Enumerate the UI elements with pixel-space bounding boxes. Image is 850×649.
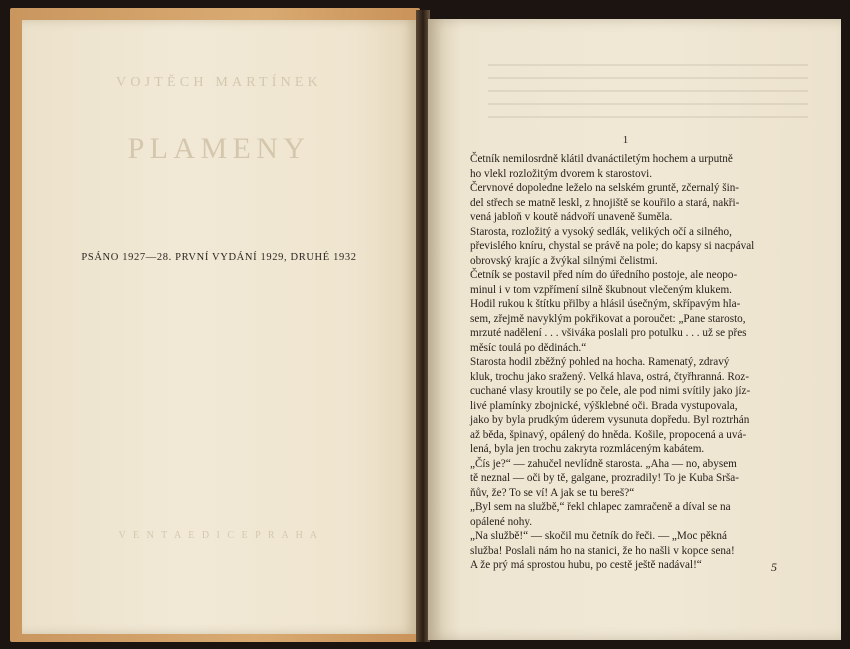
text-line: služba! Poslali nám ho na stanici, že ho našli v kopce sena! [470,544,735,557]
show-through-publisher: V E N T A E D I C E P R A H A [118,530,320,541]
left-page [22,20,416,634]
text-line: opálené nohy. [470,515,533,528]
text-line: vená jabloň v koutě nádvoří unaveně šuměla. [470,211,673,223]
text-line: cuchané vlasy kroutily se po čele, ale pod nimi svítily jako jíz- [470,385,751,397]
show-through-title: PLAMENY [127,132,311,165]
text-line: sem, zřejmě navyklým pokřikovat a poroučet: „Pane starosto, [470,312,746,325]
text-line: „Byl sem na službě,“ řekl chlapec zamračeně a díval se na [470,501,731,513]
text-line: kluk, trochu jako sražený. Velká hlava, ostrá, čtyřhranná. Roz- [470,370,750,383]
text-line: livé plamínky zbojnické, výšklebné oči. Brada vystupovala, [470,399,738,412]
chapter-body [470,152,815,573]
text-line: mrzuté nadělení . . . všiváka poslali pro potulku . . . už se přes [470,327,747,339]
text-line: „Na službě!“ — skočil mu četník do řeči. — „Moc pěkná [470,530,727,542]
text-line: Starosta hodil zběžný pohled na hocha. Ramenatý, zdravý [470,356,730,368]
show-through-author: VOJTĚCH MARTÍNEK [116,75,322,90]
text-line: ho vlekl rozložitým dvorem k starostovi. [470,167,653,180]
text-line: měsíc toulá po dědinách.“ [470,341,587,354]
text-line: „Čís je?“ — zahučel nevlídně starosta. „Aha — no, abysem [470,457,737,470]
text-line: ňův, že? To se ví! A jak se tu bereš?“ [470,486,635,499]
text-line: až běda, špinavý, opálený do hněda. Košile, propocená a uvá- [470,428,747,441]
text-line: Hodil rukou k štítku přilby a hlásil úsečným, skřípavým hla- [470,298,741,310]
text-line: tě neznal — oči by tě, galgane, prozradily! To je Kuba Srša- [470,472,739,484]
text-line: lená, byla jen trochu zakryta rozmláceným kabátem. [470,443,705,455]
text-line: převislého kníru, chystal se právě na pole; do kapsy si nacpával [470,240,755,252]
right-page [428,19,841,640]
chapter-number: 1 [622,134,629,146]
colophon-text: PSÁNO 1927—28. PRVNÍ VYDÁNÍ 1929, DRUHÉ 1932 [81,252,357,263]
text-line: Červnové dopoledne leželo na selském gruntě, zčernalý šin- [470,182,740,194]
text-line: Starosta, rozložitý a vysoký sedlák, velikých očí a silného, [470,225,732,238]
text-line: A že prý má sprostou hubu, po cestě ještě nadával!“ [470,559,702,571]
text-line: jako by byla prudkým úderem vysunuta dopředu. Byl roztrhán [470,414,750,426]
show-through-text [488,64,808,124]
page-number: 5 [771,560,777,574]
text-line: Četník se postavil před ním do úředního postoje, ale neopo- [470,269,738,281]
text-line: obrovský krajíc a žvýkal silnými čelistmi. [470,254,658,267]
text-line: del střech se matně leskl, z hnojiště se kouřilo a stará, nakři- [470,196,740,209]
text-line: minul i v tom vzpřímení silně škubnout vlečeným klukem. [470,283,732,296]
text-line: Četník nemilosrdně klátil dvanáctiletým hochem a urputně [470,153,733,165]
